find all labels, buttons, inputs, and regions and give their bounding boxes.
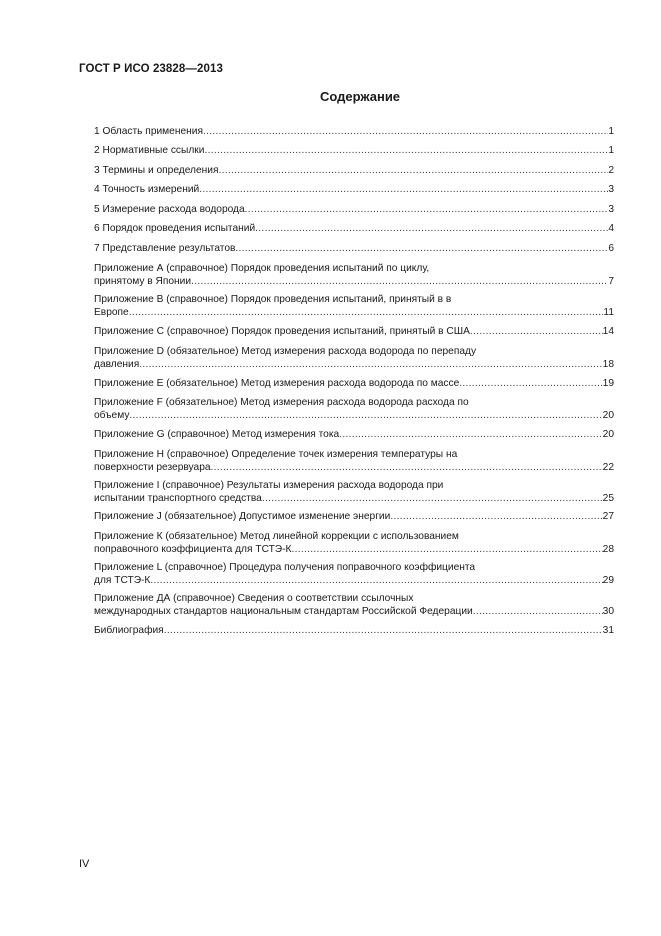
dot-leader [459, 377, 602, 390]
toc-entry[interactable] [94, 530, 614, 556]
dot-leader [191, 275, 608, 288]
toc-entry-text: Приложение F (обязательное) Метод измерения расхода водорода расхода по [94, 397, 469, 408]
toc-entry[interactable] [94, 222, 614, 235]
toc-entry-text: 2 Нормативные ссылки [94, 145, 205, 156]
toc-page-number: 19 [602, 378, 614, 389]
toc-entry[interactable] [94, 203, 614, 216]
toc-page-number: 27 [602, 511, 614, 522]
toc-entry-text: Приложение А (справочное) Порядок проведения испытаний по циклу, [94, 263, 430, 274]
toc-page-number: 4 [608, 223, 614, 234]
toc-entry[interactable] [94, 125, 614, 138]
toc-entry-text: Приложение D (обязательное) Метод измерения расхода водорода по перепаду [94, 346, 477, 357]
toc-entry-text: 4 Точность измерений [94, 184, 200, 195]
dot-leader [129, 306, 604, 319]
dot-leader [390, 510, 602, 523]
toc-entry-text: 6 Порядок проведения испытаний [94, 223, 256, 234]
toc-entry[interactable] [94, 164, 614, 177]
dot-leader [164, 624, 603, 637]
toc-page-number: 20 [602, 429, 614, 440]
toc-entry-text: 1 Область применения [94, 126, 203, 137]
toc-entry-text: поверхности резервуара [94, 462, 211, 473]
toc-page-number: 22 [602, 462, 614, 473]
document-header: ГОСТ Р ИСО 23828—2013 [79, 63, 224, 75]
toc-page-number: 14 [602, 326, 614, 337]
dot-leader [291, 543, 602, 556]
toc-entry[interactable] [94, 428, 614, 441]
toc-entry-text: Приложение Н (справочное) Определение точек измерения температуры на [94, 449, 458, 460]
toc-entry-text: принятому в Японии [94, 276, 192, 287]
dot-leader [203, 125, 608, 138]
toc-entry-text: для ТСТЭ-К [94, 575, 151, 586]
toc-page-number: 6 [608, 243, 614, 254]
toc-page-number: 29 [602, 575, 614, 586]
toc-entry[interactable] [94, 345, 614, 371]
toc-entry-text: Приложение К (обязательное) Метод линейной коррекции с использованием [94, 531, 459, 542]
toc-page-number: 3 [608, 204, 614, 215]
toc-entry-text: Приложение J (обязательное) Допустимое изменение энергии [94, 511, 391, 522]
dot-leader [245, 203, 609, 216]
toc-page-number: 31 [602, 625, 614, 636]
toc-entry[interactable] [94, 377, 614, 390]
dot-leader [139, 358, 602, 371]
toc-page-number: 11 [603, 307, 614, 318]
toc-entry[interactable] [94, 624, 614, 637]
dot-leader [339, 428, 602, 441]
toc-page-number: 1 [608, 126, 614, 137]
toc-entry[interactable] [94, 448, 614, 474]
toc-entry-text: Европе [94, 307, 129, 318]
toc-page-number: 30 [602, 606, 614, 617]
toc-entry-text: испытании транспортного средства [94, 493, 262, 504]
toc-entry-text: Приложение G (справочное) Метод измерения тока [94, 429, 340, 440]
toc-entry[interactable] [94, 592, 614, 618]
toc-entry-text: Приложение L (справочное) Процедура получения поправочного коэффициента [94, 562, 476, 573]
dot-leader [262, 492, 603, 505]
toc-entry-text: Приложение ДА (справочное) Сведения о соответствии ссылочных [94, 593, 414, 604]
toc-entry-text: 7 Представление результатов [94, 243, 236, 254]
toc-entry-text: Приложение В (справочное) Порядок проведения испытаний, принятый в в [94, 294, 452, 305]
toc-entry[interactable] [94, 510, 614, 523]
dot-leader [235, 242, 608, 255]
toc-entry[interactable] [94, 242, 614, 255]
dot-leader [255, 222, 608, 235]
toc-page-number: 1 [608, 145, 614, 156]
dot-leader [129, 409, 602, 422]
toc-entry[interactable] [94, 262, 614, 288]
toc-entry[interactable] [94, 561, 614, 587]
toc-entry-text: 3 Термины и определения [94, 165, 219, 176]
dot-leader [218, 164, 608, 177]
toc-page-number: 28 [602, 544, 614, 555]
toc-entry-text: 5 Измерение расхода водорода [94, 204, 245, 215]
dot-leader [204, 144, 608, 157]
toc-page-number: 3 [608, 184, 614, 195]
toc-entry-text: Приложение I (справочное) Результаты измерения расхода водорода при [94, 480, 444, 491]
toc-entry[interactable] [94, 183, 614, 196]
toc-entry-text: давления [94, 359, 140, 370]
toc-page-number: 25 [602, 493, 614, 504]
toc-entry[interactable] [94, 396, 614, 422]
toc-entry[interactable] [94, 479, 614, 505]
toc-entry-text: поправочного коэффициента для ТСТЭ-К [94, 544, 292, 555]
dot-leader [473, 605, 603, 618]
toc-entry[interactable] [94, 293, 614, 319]
toc-page-number: 20 [602, 410, 614, 421]
toc-title: Содержание [319, 89, 401, 104]
dot-leader [199, 183, 608, 196]
toc-entry-text: Приложение С (справочное) Порядок проведения испытаний, принятый в США [94, 326, 470, 337]
page-number: IV [79, 858, 90, 870]
toc-page-number: 7 [608, 276, 614, 287]
toc-entry-text: Приложение Е (обязательное) Метод измерения расхода водорода по массе [94, 378, 460, 389]
toc-page-number: 2 [608, 165, 614, 176]
toc-entry-text: международных стандартов национальным стандартам Российской Федерации [94, 606, 473, 617]
toc-entry-text: объему [94, 410, 130, 421]
toc-page-number: 18 [602, 359, 614, 370]
toc-entry-text: Библиография [94, 625, 164, 636]
dot-leader [150, 574, 602, 587]
toc-entry[interactable] [94, 325, 614, 338]
dot-leader [470, 325, 603, 338]
dot-leader [211, 461, 603, 474]
toc-entry[interactable] [94, 144, 614, 157]
